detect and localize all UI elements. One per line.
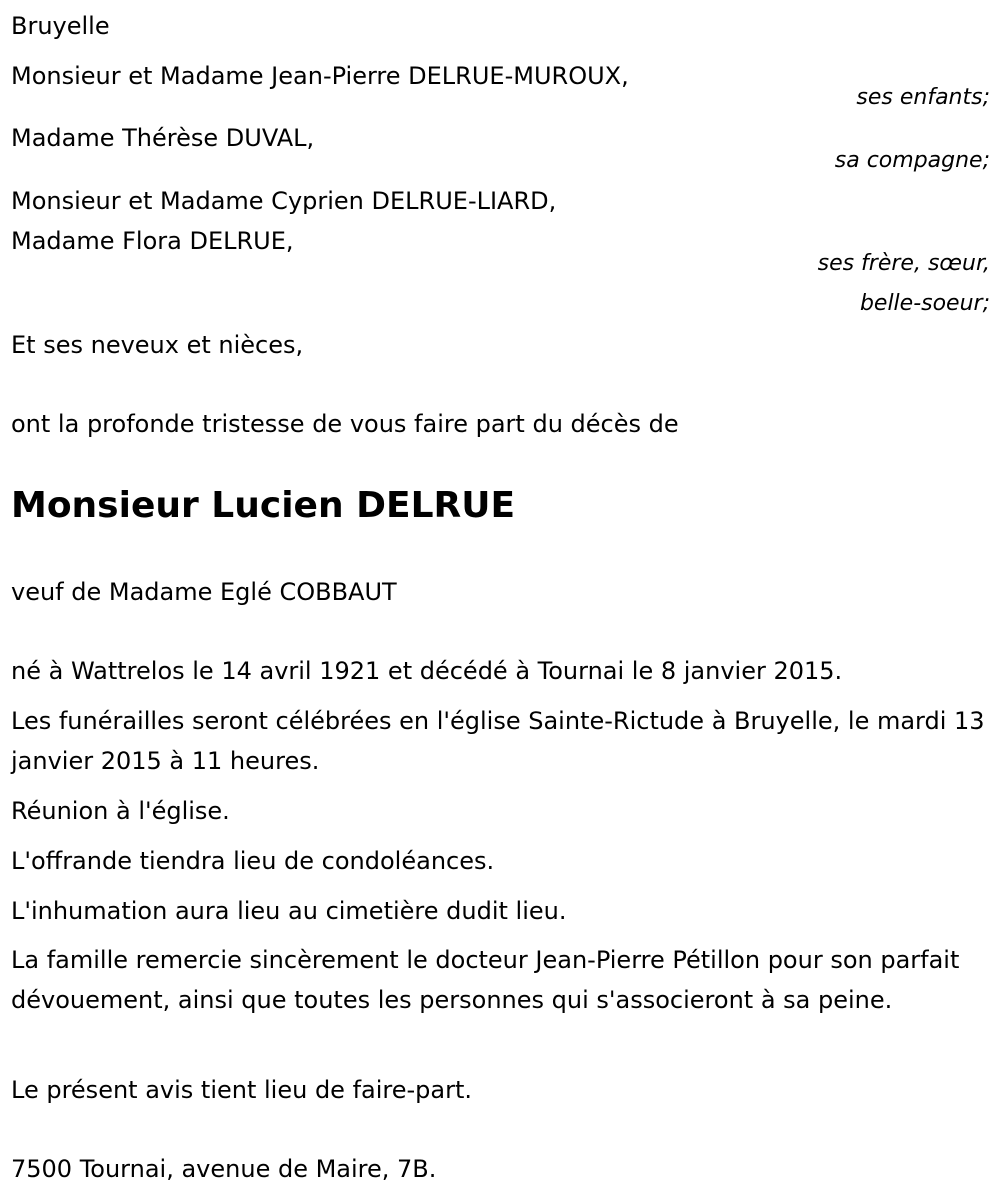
notice-note: Le présent avis tient lieu de faire-part. bbox=[11, 1076, 473, 1104]
siblings-role-line-1: ses frère, sœur, bbox=[817, 251, 990, 276]
sibling-2-name: Madame Flora DELRUE, bbox=[11, 227, 294, 255]
burial-note: L'inhumation aura lieu au cimetière dudit lieu. bbox=[11, 897, 567, 925]
widower-of: veuf de Madame Eglé COBBAUT bbox=[11, 578, 397, 606]
address: 7500 Tournai, avenue de Maire, 7B. bbox=[11, 1155, 437, 1183]
funeral-details: Les funérailles seront célébrées en l'église Sainte-Rictude à Bruyelle, le mardi 13 janvier 2015 à 11 heures. bbox=[11, 707, 985, 775]
children-role: ses enfants; bbox=[856, 85, 990, 110]
thanks-note: La famille remercie sincèrement le docteur Jean-Pierre Pétillon pour son parfait dévouement, ainsi que toutes les personnes qui s'associeront à sa peine. bbox=[11, 946, 960, 1014]
deceased-name: Monsieur Lucien DELRUE bbox=[11, 485, 516, 526]
offering-note: L'offrande tiendra lieu de condoléances. bbox=[11, 847, 495, 875]
children-name: Monsieur et Madame Jean-Pierre DELRUE-MUROUX, bbox=[11, 62, 629, 90]
sibling-1-name: Monsieur et Madame Cyprien DELRUE-LIARD, bbox=[11, 187, 557, 215]
nephews-nieces: Et ses neveux et nièces, bbox=[11, 331, 304, 359]
birth-death: né à Wattrelos le 14 avril 1921 et décédé à Tournai le 8 janvier 2015. bbox=[11, 657, 843, 685]
meeting-place: Réunion à l'église. bbox=[11, 797, 230, 825]
location: Bruyelle bbox=[11, 12, 110, 40]
companion-role: sa compagne; bbox=[834, 148, 990, 173]
siblings-role-line-2: belle-soeur; bbox=[859, 291, 990, 316]
companion-name: Madame Thérèse DUVAL, bbox=[11, 124, 315, 152]
announcement-text: ont la profonde tristesse de vous faire part du décès de bbox=[11, 410, 679, 438]
